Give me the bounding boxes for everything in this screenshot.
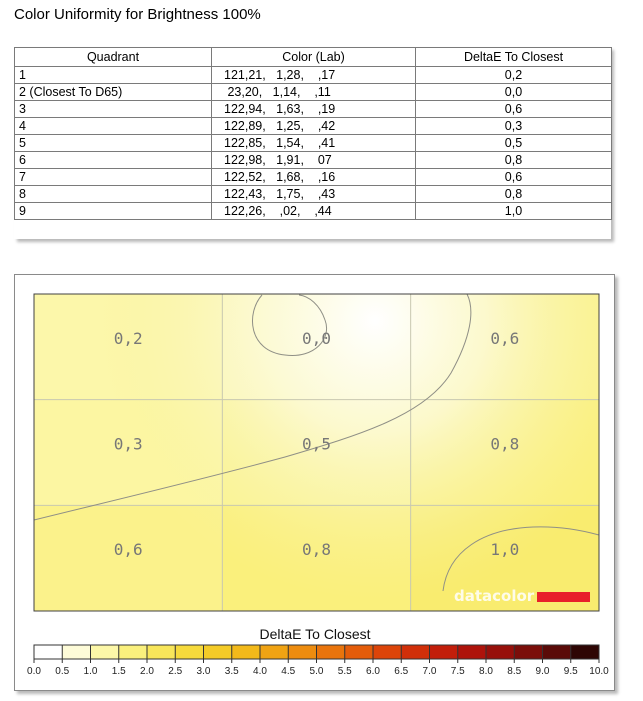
cell-lab: 122,89, 1,25, ,42 <box>212 118 416 135</box>
colorbar-segment <box>317 645 346 659</box>
colorbar-segment <box>147 645 176 659</box>
cell-deltae: 0,8 <box>416 152 612 169</box>
colorbar-segment <box>175 645 204 659</box>
colorbar-tick-label: 3.5 <box>224 666 239 677</box>
cell-quadrant: 4 <box>15 118 212 135</box>
colorbar-segment <box>458 645 487 659</box>
uniformity-heatmap-panel <box>14 274 615 691</box>
page-title: Color Uniformity for Brightness 100% <box>14 6 261 23</box>
cell-lab: 122,94, 1,63, ,19 <box>212 101 416 118</box>
table-row <box>15 169 612 186</box>
cell-quadrant: 9 <box>15 203 212 220</box>
table-row <box>15 101 612 118</box>
table-row <box>15 186 612 203</box>
colorbar-segment <box>91 645 120 659</box>
cell-lab: 122,98, 1,91, 07 <box>212 152 416 169</box>
colorbar-tick-label: 8.0 <box>479 666 493 677</box>
heatmap-cell-label-1: 0,2 <box>113 328 143 348</box>
colorbar-segment <box>260 645 289 659</box>
cell-quadrant: 1 <box>15 67 212 84</box>
colorbar-tick-label: 6.5 <box>394 666 409 677</box>
colorbar-segment <box>401 645 430 659</box>
heatmap-cell-label-6: 0,8 <box>490 434 520 454</box>
colorbar-tick-label: 4.5 <box>281 666 296 677</box>
colorbar-tick-label: 1.5 <box>111 666 126 677</box>
datacolor-watermark: datacolor <box>454 587 535 605</box>
cell-deltae: 0,6 <box>416 169 612 186</box>
cell-deltae: 0,0 <box>416 84 612 101</box>
cell-lab: 121,21, 1,28, ,17 <box>212 67 416 84</box>
cell-deltae: 0,8 <box>416 186 612 203</box>
colorbar-tick-label: 10.0 <box>589 666 609 677</box>
cell-deltae: 1,0 <box>416 203 612 220</box>
colorbar-segment <box>232 645 261 659</box>
header-quadrant: Quadrant <box>15 48 212 67</box>
cell-quadrant: 5 <box>15 135 212 152</box>
cell-quadrant: 8 <box>15 186 212 203</box>
heatmap-cell-label-2: 0,0 <box>302 328 331 348</box>
colorbar-tick-label: 5.5 <box>337 666 352 677</box>
table-header-row <box>15 48 612 67</box>
colorbar-title: DeltaE To Closest <box>259 626 371 642</box>
colorbar-tick-label: 4.0 <box>253 666 267 677</box>
colorbar-segment <box>486 645 515 659</box>
colorbar-tick-label: 0.5 <box>55 666 70 677</box>
table-row <box>15 203 612 220</box>
uniformity-heatmap <box>15 275 614 690</box>
colorbar-tick-label: 5.0 <box>309 666 324 677</box>
colorbar-segment <box>543 645 572 659</box>
colorbar-tick-label: 0.0 <box>27 666 41 677</box>
colorbar-segment <box>345 645 374 659</box>
table-row <box>15 67 612 84</box>
cell-lab: 122,85, 1,54, ,41 <box>212 135 416 152</box>
colorbar-segment <box>34 645 63 659</box>
colorbar-segment <box>62 645 91 659</box>
header-deltae: DeltaE To Closest <box>416 48 612 67</box>
cell-deltae: 0,2 <box>416 67 612 84</box>
cell-deltae: 0,6 <box>416 101 612 118</box>
colorbar-tick-label: 2.5 <box>168 666 183 677</box>
datacolor-logo-bar <box>537 592 590 602</box>
colorbar-tick-label: 8.5 <box>507 666 522 677</box>
colorbar-tick-label: 7.5 <box>450 666 465 677</box>
colorbar-segment <box>571 645 600 659</box>
cell-quadrant: 7 <box>15 169 212 186</box>
table-row <box>15 84 612 101</box>
heatmap-cell-label-8: 0,8 <box>302 540 331 560</box>
colorbar-tick-label: 7.0 <box>422 666 437 677</box>
cell-deltae: 0,5 <box>416 135 612 152</box>
colorbar-tick-label: 9.0 <box>535 666 550 677</box>
colorbar-segment <box>204 645 233 659</box>
colorbar-segment <box>373 645 402 659</box>
cell-lab: 122,26, ,02, ,44 <box>212 203 416 220</box>
colorbar-tick-label: 1.0 <box>83 666 98 677</box>
cell-lab: 122,43, 1,75, ,43 <box>212 186 416 203</box>
header-color-lab: Color (Lab) <box>212 48 416 67</box>
heatmap-cell-label-4: 0,3 <box>113 434 143 454</box>
uniformity-table <box>14 47 612 220</box>
colorbar-tick-label: 6.0 <box>366 666 380 677</box>
cell-quadrant: 6 <box>15 152 212 169</box>
heatmap-cell-label-3: 0,6 <box>490 328 520 348</box>
cell-deltae: 0,3 <box>416 118 612 135</box>
heatmap-cell-label-5: 0,5 <box>302 434 331 454</box>
heatmap-cell-label-7: 0,6 <box>113 540 143 560</box>
cell-lab: 122,52, 1,68, ,16 <box>212 169 416 186</box>
table-row <box>15 135 612 152</box>
colorbar-tick-label: 3.0 <box>196 666 211 677</box>
cell-quadrant: 3 <box>15 101 212 118</box>
cell-quadrant: 2 (Closest To D65) <box>15 84 212 101</box>
colorbar-segment <box>119 645 148 659</box>
heatmap-cell-label-9: 1,0 <box>490 540 520 560</box>
uniformity-table-container <box>14 47 611 239</box>
colorbar-tick-label: 9.5 <box>563 666 578 677</box>
colorbar-segment <box>288 645 317 659</box>
table-row <box>15 152 612 169</box>
colorbar-segment <box>430 645 459 659</box>
cell-lab: 23,20, 1,14, ,11 <box>212 84 416 101</box>
colorbar-tick-label: 2.0 <box>140 666 154 677</box>
table-row <box>15 118 612 135</box>
colorbar-segment <box>514 645 543 659</box>
